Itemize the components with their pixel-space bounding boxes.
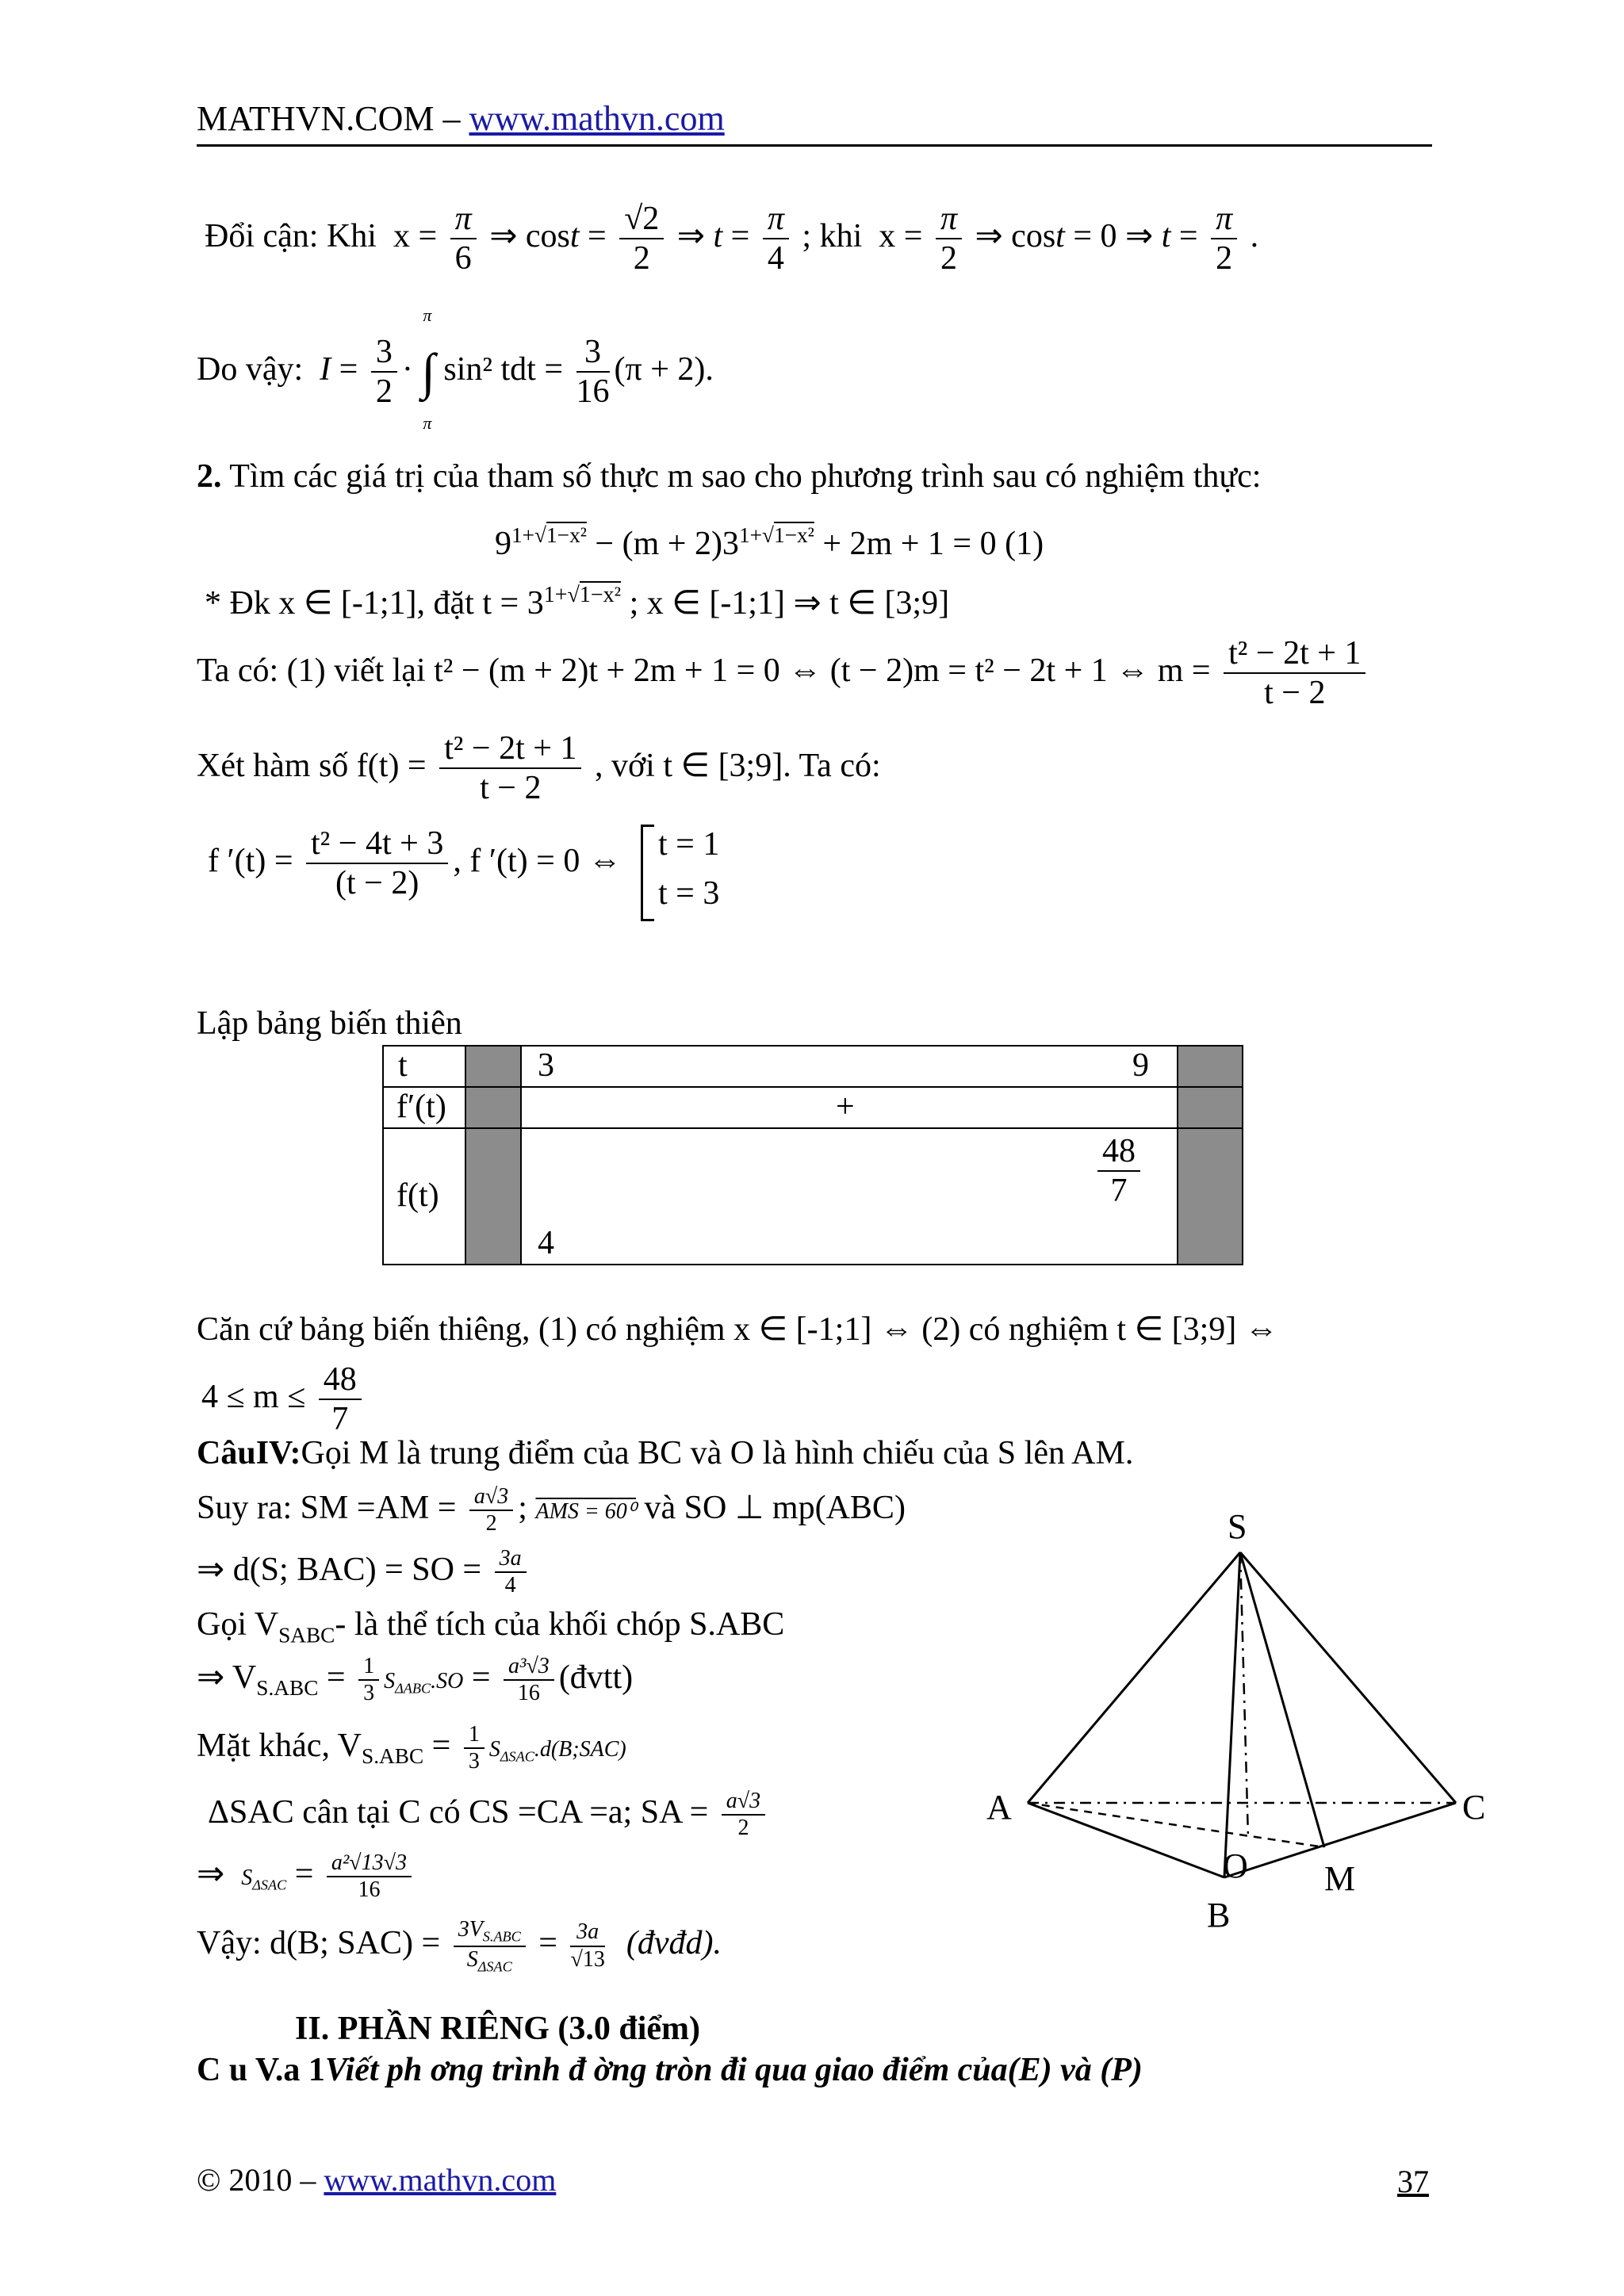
table-row-fp-label: f′(t) bbox=[396, 1089, 446, 1125]
table-cell bbox=[382, 1045, 466, 1088]
can-cu-line: Căn cứ bảng biến thiêng, (1) có nghiệm x ∈ [-1;1] ⇔ (2) có nghiệm t ∈ [3;9] ⇔ bbox=[197, 1311, 1278, 1348]
header-rule bbox=[197, 144, 1432, 147]
integral-sign: ∫ π π bbox=[421, 305, 435, 434]
derivative-line: f ′(t) = $\frac{\text{t² − 4t + 3}}{(t - 2)}$ , f ′(t) = 0 ⇔ bbox=[208, 825, 622, 902]
inequality-line: 4 ≤ m ≤ $\frac{48}{7}$ bbox=[201, 1360, 366, 1439]
table-row-f-label: f(t) bbox=[396, 1177, 439, 1214]
angle-ams: AMS = 60⁰ bbox=[535, 1498, 637, 1524]
equation-1: $9^{1+√1-x^2} - (m + 2)3^{1+√1-x^2} + 2m + 1 = 0$ (1) bbox=[495, 523, 1044, 562]
label-c: C bbox=[1462, 1788, 1486, 1827]
suy-ra-line: Suy ra: SM =AM = $\frac{a√3}{2}$ ; AMS = 60⁰ và SO ⊥ mp(ABC) bbox=[197, 1484, 906, 1536]
doi-can-line: Đổi cận: Khi x = $\frac{\pi}{6}$ ⇒ cost = $\frac{√2}{2}$ ⇒ t = $\frac{\pi}{4}$ ; khi x = $\frac{\pi}{2}$ ⇒ cost = 0 ⇒ t = $\frac{\pi}{2}$ . bbox=[205, 201, 1259, 277]
goi-v-line: Gọi $V_{SABC}-$ là thể tích của khối chóp S.ABC bbox=[197, 1606, 785, 1647]
label-a: A bbox=[986, 1788, 1012, 1827]
case-2: t = 3 bbox=[658, 875, 720, 912]
lap-bang-label: Lập bảng biến thiên bbox=[197, 1005, 462, 1042]
table-f-top: $\frac{48}{7}$ bbox=[1093, 1132, 1145, 1211]
case-bracket bbox=[641, 825, 654, 921]
median-am bbox=[1028, 1803, 1324, 1847]
edge-ab bbox=[1028, 1803, 1224, 1877]
question-2-title: 2. Tìm các giá trị của tham số thực m sao cho phương trình sau có nghiệm thực: bbox=[197, 458, 1262, 495]
table-cell-shaded bbox=[465, 1127, 522, 1265]
vay-line: Vậy: d(B; SAC) = $\frac{3V_{S.ABC}}{S_{\Delta SAC}}$ = $\frac{3a}{√13}$ (đvđd). bbox=[197, 1917, 722, 1975]
distance-sbac-line: ⇒ d(S; BAC) = SO = $\frac{3a}{4}$ bbox=[197, 1546, 531, 1598]
page-number: 37 bbox=[1397, 2164, 1429, 2199]
table-t-start: 3 bbox=[538, 1047, 554, 1084]
edge-sc bbox=[1240, 1552, 1456, 1803]
table-cell bbox=[520, 1045, 1178, 1088]
label-o: O bbox=[1223, 1846, 1248, 1885]
table-t-end: 9 bbox=[1132, 1047, 1149, 1084]
do-vay-line: Do vậy: I = $\frac{3}{2}$ · ∫ π π sin² tdt = $\frac{3}{16}$ (π + 2). bbox=[197, 305, 714, 434]
variation-table bbox=[382, 1045, 1243, 1265]
sac-can-line: ΔSAC cân tại C có CS =CA =a; SA = $\frac{a√3}{2}$ bbox=[208, 1789, 770, 1841]
xet-ham-so-line: Xét hàm số f(t) = $\frac{\text{t² − 2t + 1}}{t - 2}$ , với t ∈ [3;9]. Ta có: bbox=[197, 730, 881, 807]
label-s: S bbox=[1228, 1507, 1247, 1546]
s-sac-line: ⇒ $S_{\Delta SAC}$ = $\frac{\text{a²√13√3}}{16}$ bbox=[197, 1850, 416, 1903]
edge-sa bbox=[1028, 1552, 1240, 1803]
table-cell-shaded bbox=[1177, 1086, 1243, 1129]
label-m: M bbox=[1324, 1859, 1356, 1898]
volume-line: ⇒ $V_{S.ABC}$ = $\frac{1}{3}$ $S_{\Delta ABC}.SO$ = $\frac{\text{a³√3}}{16}$ (đvtt) bbox=[197, 1654, 634, 1706]
phan-rieng-heading: II. PHẦN RIÊNG (3.0 điểm) bbox=[295, 2011, 700, 2047]
case-1: t = 1 bbox=[658, 826, 720, 863]
header-link[interactable]: www.mathvn.com bbox=[469, 99, 725, 138]
table-cell-shaded bbox=[465, 1045, 522, 1088]
edge-sb bbox=[1224, 1552, 1240, 1877]
cau-iv-line: CâuIV:Gọi M là trung điểm của BC và O là hình chiếu của S lên AM. bbox=[197, 1435, 1134, 1471]
table-row-t-label: t bbox=[398, 1047, 408, 1084]
footer-link[interactable]: www.mathvn.com bbox=[324, 2162, 557, 2198]
condition-line: * Đk x ∈ [-1;1], đặt $t = 3^{1+√1-x^2}$ ; x ∈ [-1;1] ⇒ t ∈ [3;9] bbox=[205, 583, 950, 622]
table-cell-shaded bbox=[1177, 1127, 1243, 1265]
table-f-bottom: 4 bbox=[538, 1225, 554, 1261]
header-site: MATHVN.COM bbox=[197, 99, 435, 138]
table-cell-shaded bbox=[1177, 1045, 1243, 1088]
table-cell bbox=[520, 1127, 1178, 1265]
cau-va-line: C u V.a 1Viết ph ơng trình đ ờng tròn đi qua giao điểm của(E) và (P) bbox=[197, 2052, 1143, 2088]
table-cell-shaded bbox=[465, 1086, 522, 1129]
label-b: B bbox=[1207, 1896, 1231, 1934]
page-footer: © 2010 – www.mathvn.com bbox=[197, 2162, 557, 2198]
mat-khac-line: Mặt khác, $V_{S.ABC}$ = $\frac{1}{3}$ $S_{\Delta SAC}.d(B;SAC)$ bbox=[197, 1722, 626, 1774]
height-so bbox=[1240, 1552, 1248, 1838]
pyramid-figure bbox=[975, 1506, 1486, 1950]
page-header: MATHVN.COM – www.mathvn.com bbox=[197, 99, 725, 138]
ta-co-line: Ta có: (1) viết lại t² − (m + 2)t + 2m + 1 = 0 ⇔ (t − 2)m = t² − 2t + 1 ⇔ m = $\frac{\text{t² − 2t + 1}}{t - 2}$ bbox=[197, 634, 1370, 713]
table-sign: + bbox=[836, 1089, 855, 1125]
